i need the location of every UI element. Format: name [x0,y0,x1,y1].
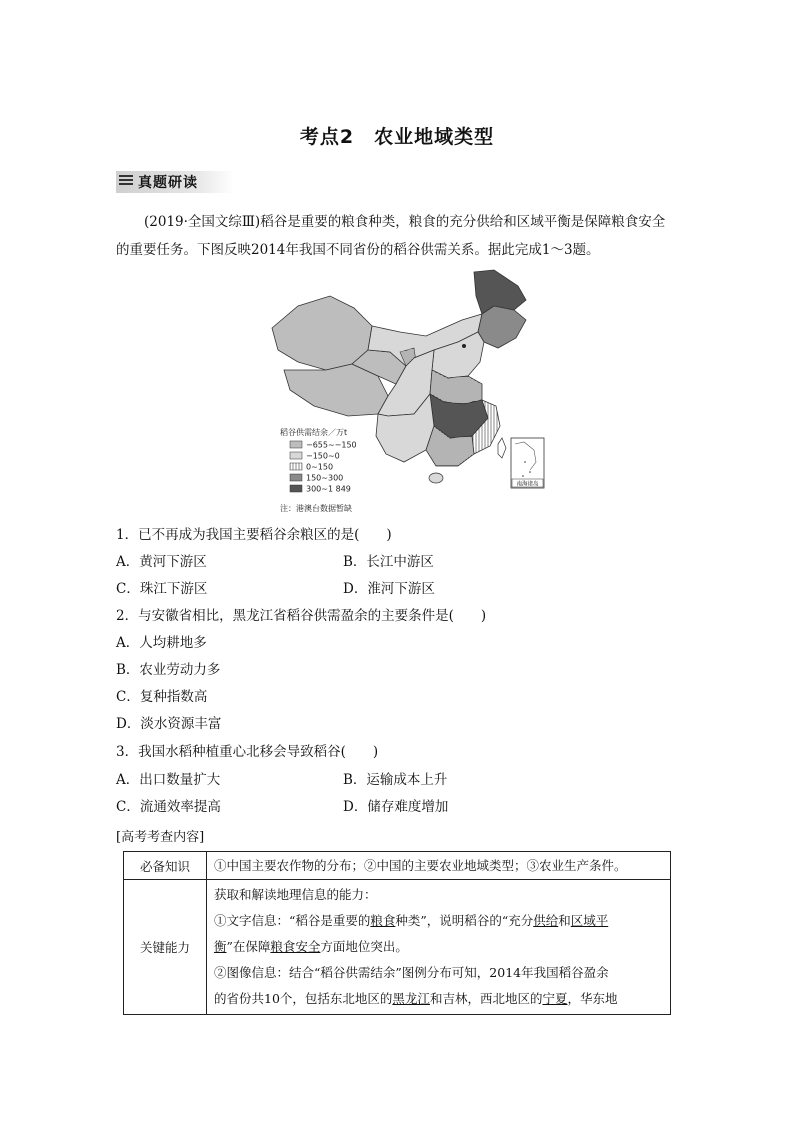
legend-swatch [290,474,302,481]
question-2-option-a: A．人均耕地多 [116,635,207,651]
map-taiwan [498,438,506,458]
text-span: 种类”，说明稻谷的“充分 [395,913,534,928]
legend-label: 300~1 849 [306,484,351,494]
map-jilin-liaoning [478,306,526,348]
legend-label: 150~300 [306,473,344,483]
question-3-option-b: B．运输成本上升 [343,772,448,788]
question-3-option-d: D．储存难度增加 [343,799,449,815]
text-span: ①文字信息：“稻谷是重要的 [214,913,371,928]
ability-line-3 [214,934,664,960]
question-1-option-a: A．黄河下游区 [116,554,207,570]
legend-swatch [290,463,302,470]
underlined-term: 衡 [214,939,227,954]
page-title: 考点2 农业地域类型 [299,126,495,148]
ability-line-4: ②图像信息：结合“稻谷供需结余”图例分布可知，2014年我国稻谷盈余 [214,965,609,980]
question-1-option-d: D．淮河下游区 [343,581,435,597]
underlined-term: 粮食安全 [270,939,321,954]
text-span: ”在保障 [226,939,271,954]
question-2-option-b: B．农业劳动力多 [116,662,221,678]
intro-line-1: (2019·全国文综Ⅲ)稻谷是重要的粮食种类，粮食的充分供给和区域平衡是保障粮食安全 [144,214,666,230]
question-1-option-c: C．珠江下游区 [116,581,208,597]
underlined-term: 宁夏 [542,991,568,1006]
table-row [124,852,671,880]
question-2-stem: 2．与安徽省相比，黑龙江省稻谷供需盈余的主要条件是( ) [116,608,487,624]
legend-swatch [290,452,302,459]
text-span: 和吉林，西北地区的 [429,991,543,1006]
legend-swatch [290,485,302,492]
legend-label: 0~150 [306,462,334,472]
map-hainan [429,473,443,483]
legend-label: −150~0 [306,451,340,461]
map-xinjiang [272,296,372,370]
legend-label: −655~−150 [306,440,357,450]
exam-content-heading: [高考考查内容] [116,830,205,845]
row-label-ability: 关键能力 [124,880,207,1015]
legend-title: 稻谷供需结余／万t [280,428,348,437]
question-2-option-c: C．复种指数高 [116,689,208,705]
question-1-stem: 1．已不再成为我国主要稻谷余粮区的是( ) [116,527,392,543]
text-span: 方面地位突出。 [320,939,408,954]
inset-label: 南海诸岛 [516,481,539,488]
question-3-option-a: A．出口数量扩大 [116,772,221,788]
underlined-term: 黑龙江 [392,991,430,1006]
question-3-option-c: C．流通效率提高 [116,799,221,815]
intro-line-2: 的重要任务。下图反映2014年我国不同省份的稻谷供需关系。据此完成1～3题。 [116,242,600,258]
ability-line-5 [214,986,664,1012]
question-3-stem: 3．我国水稻种植重心北移会导致稻谷( ) [116,744,379,760]
ability-line-2 [214,908,664,934]
row-text-ability [207,880,671,1015]
table-row [124,880,671,1015]
china-rice-map [268,266,550,516]
text-span: ，华东地 [567,991,618,1006]
intro-paragraph [116,208,676,264]
legend-note: 注：港澳台数据暂缺 [280,504,352,513]
text-span: 的省份共10个，包括东北地区的 [214,991,393,1006]
row-text-knowledge: ①中国主要农作物的分布；②中国的主要农业地域类型；③农业生产条件。 [207,852,671,880]
exam-content-table [123,851,671,1015]
underlined-term: 供给 [533,913,559,928]
legend-swatch [290,441,302,448]
legend [290,441,357,494]
section-label: 真题研读 [138,175,198,191]
question-2-option-d: D．淡水资源丰富 [116,716,222,732]
question-1-option-b: B．长江中游区 [343,554,434,570]
inset-island [524,461,526,463]
inset-island [529,471,531,473]
ability-line-1: 获取和解读地理信息的能力： [214,887,377,902]
beijing-marker-icon [462,344,466,348]
section-header [116,170,234,194]
underlined-term: 粮食 [370,913,396,928]
row-label-knowledge: 必备知识 [124,852,207,880]
underlined-term: 区域平 [570,913,609,928]
inset-island [522,475,524,477]
text-span: 和 [558,913,571,928]
list-icon [119,175,133,188]
